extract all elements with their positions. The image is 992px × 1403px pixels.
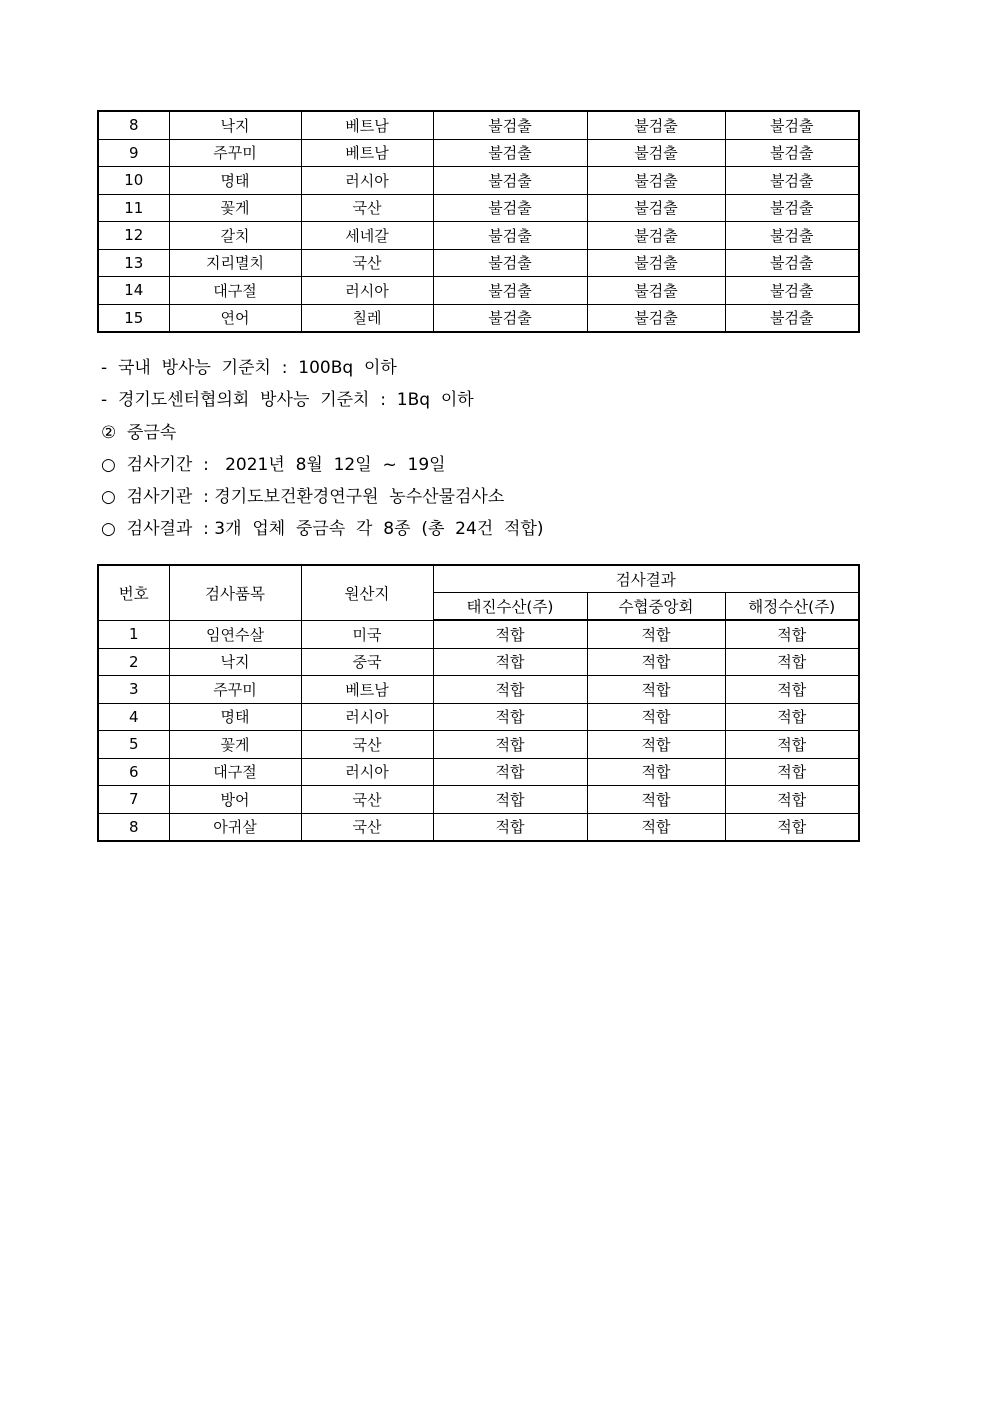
table-cell: 불검출 [433,111,587,139]
table-cell: 명태 [169,703,301,731]
table-cell: 불검출 [433,139,587,167]
table-cell: 지리멸치 [169,249,301,277]
table-cell: 불검출 [433,167,587,195]
table-cell: 아귀살 [169,813,301,841]
table-cell: 불검출 [725,304,859,332]
header-result: 검사결과 [433,565,859,593]
table-cell: 러시아 [301,703,433,731]
table-cell: 미국 [301,620,433,648]
table-cell: 적합 [725,731,859,759]
table-cell: 러시아 [301,758,433,786]
table-row [98,648,859,676]
table-cell: 6 [98,758,169,786]
table-cell: 대구절 [169,277,301,305]
table-cell: 2 [98,648,169,676]
table-cell: 8 [98,111,169,139]
table-cell: 불검출 [587,139,725,167]
table-cell: 적합 [725,620,859,648]
table-cell: 불검출 [725,194,859,222]
table-cell: 불검출 [587,249,725,277]
table-cell: 적합 [433,731,587,759]
table-cell: 러시아 [301,167,433,195]
table-cell: 칠레 [301,304,433,332]
table-cell: 적합 [433,620,587,648]
table-row [98,703,859,731]
heavy-metal-heading: ② 중금속 [101,422,177,443]
table-row [98,139,859,167]
table-cell: 러시아 [301,277,433,305]
table-cell: 적합 [725,758,859,786]
table-cell: 15 [98,304,169,332]
table-cell: 적합 [433,676,587,704]
table-cell: 임연수살 [169,620,301,648]
table-cell: 적합 [725,648,859,676]
table-cell: 낙지 [169,648,301,676]
table-cell: 적합 [587,813,725,841]
table-cell: 적합 [725,786,859,814]
table-cell: 베트남 [301,676,433,704]
table-cell: 12 [98,222,169,250]
table-cell: 적합 [725,676,859,704]
table-cell: 적합 [587,758,725,786]
table-cell: 적합 [433,648,587,676]
table-row [98,304,859,332]
table-cell: 적합 [433,758,587,786]
header-origin: 원산지 [301,565,433,620]
table-cell: 적합 [587,620,725,648]
table-cell: 불검출 [725,167,859,195]
table-cell: 적합 [725,813,859,841]
table-cell: 국산 [301,249,433,277]
table-row [98,167,859,195]
table-cell: 불검출 [433,194,587,222]
table-cell: 주꾸미 [169,676,301,704]
table-cell: 적합 [433,813,587,841]
notes-section [101,352,544,546]
table-cell: 7 [98,786,169,814]
table-cell: 명태 [169,167,301,195]
table-cell: 불검출 [725,249,859,277]
table-row [98,813,859,841]
domestic-standard-note: - 국내 방사능 기준치 : 100Bq 이하 [101,358,397,378]
inspection-period: ○ 검사기간 : 2021년 8월 12일 ~ 19일 [101,454,446,475]
header-company-1: 태진수산(주) [433,593,587,621]
table-cell: 불검출 [725,139,859,167]
table-cell: 5 [98,731,169,759]
table-cell: 불검출 [725,111,859,139]
header-company-3: 해정수산(주) [725,593,859,621]
table-cell: 불검출 [587,304,725,332]
table-cell: 1 [98,620,169,648]
table-row [98,111,859,139]
header-company-2: 수협중앙회 [587,593,725,621]
table-cell: 낙지 [169,111,301,139]
table-cell: 적합 [433,703,587,731]
table-cell: 국산 [301,786,433,814]
table-cell: 적합 [587,731,725,759]
table-cell: 적합 [587,676,725,704]
table-cell: 대구절 [169,758,301,786]
inspection-agency: ○ 검사기관 : 경기도보건환경연구원 농수산물검사소 [101,487,505,508]
table-cell: 14 [98,277,169,305]
table-cell: 불검출 [587,111,725,139]
table-cell: 불검출 [587,194,725,222]
header-item: 검사품목 [169,565,301,620]
inspection-result-summary: ○ 검사결과 : 3개 업체 중금속 각 8종 (총 24건 적합) [101,519,544,540]
table-row [98,277,859,305]
table-cell: 적합 [587,786,725,814]
table-cell: 적합 [725,703,859,731]
table-cell: 주꾸미 [169,139,301,167]
table-cell: 불검출 [433,304,587,332]
table-cell: 국산 [301,813,433,841]
table-cell: 적합 [587,703,725,731]
table-cell: 3 [98,676,169,704]
table-cell: 13 [98,249,169,277]
table-cell: 불검출 [725,222,859,250]
table-cell: 국산 [301,194,433,222]
table-cell: 적합 [587,648,725,676]
table-cell: 갈치 [169,222,301,250]
table-cell: 세네갈 [301,222,433,250]
table-cell: 불검출 [587,167,725,195]
table-row [98,731,859,759]
table-cell: 연어 [169,304,301,332]
header-no: 번호 [98,565,169,620]
table-cell: 불검출 [587,277,725,305]
table-cell: 불검출 [587,222,725,250]
table-cell: 방어 [169,786,301,814]
table-cell: 11 [98,194,169,222]
table-cell: 중국 [301,648,433,676]
council-standard-note: - 경기도센터협의회 방사능 기준치 : 1Bq 이하 [101,390,474,411]
table-cell: 베트남 [301,111,433,139]
table-cell: 베트남 [301,139,433,167]
table-cell: 불검출 [433,222,587,250]
table-row [98,620,859,648]
table-cell: 꽃게 [169,731,301,759]
table-cell: 8 [98,813,169,841]
table-row [98,194,859,222]
table-row [98,249,859,277]
table-cell: 9 [98,139,169,167]
table-cell: 적합 [433,786,587,814]
table-cell: 꽃게 [169,194,301,222]
table-cell: 국산 [301,731,433,759]
table-cell: 불검출 [433,249,587,277]
table-cell: 불검출 [433,277,587,305]
table-row [98,676,859,704]
table-cell: 4 [98,703,169,731]
table-row [98,786,859,814]
table-cell: 불검출 [725,277,859,305]
radioactivity-results-table [97,110,860,333]
table-row [98,758,859,786]
table-cell: 10 [98,167,169,195]
table-row [98,222,859,250]
heavy-metal-results-table [97,564,860,842]
